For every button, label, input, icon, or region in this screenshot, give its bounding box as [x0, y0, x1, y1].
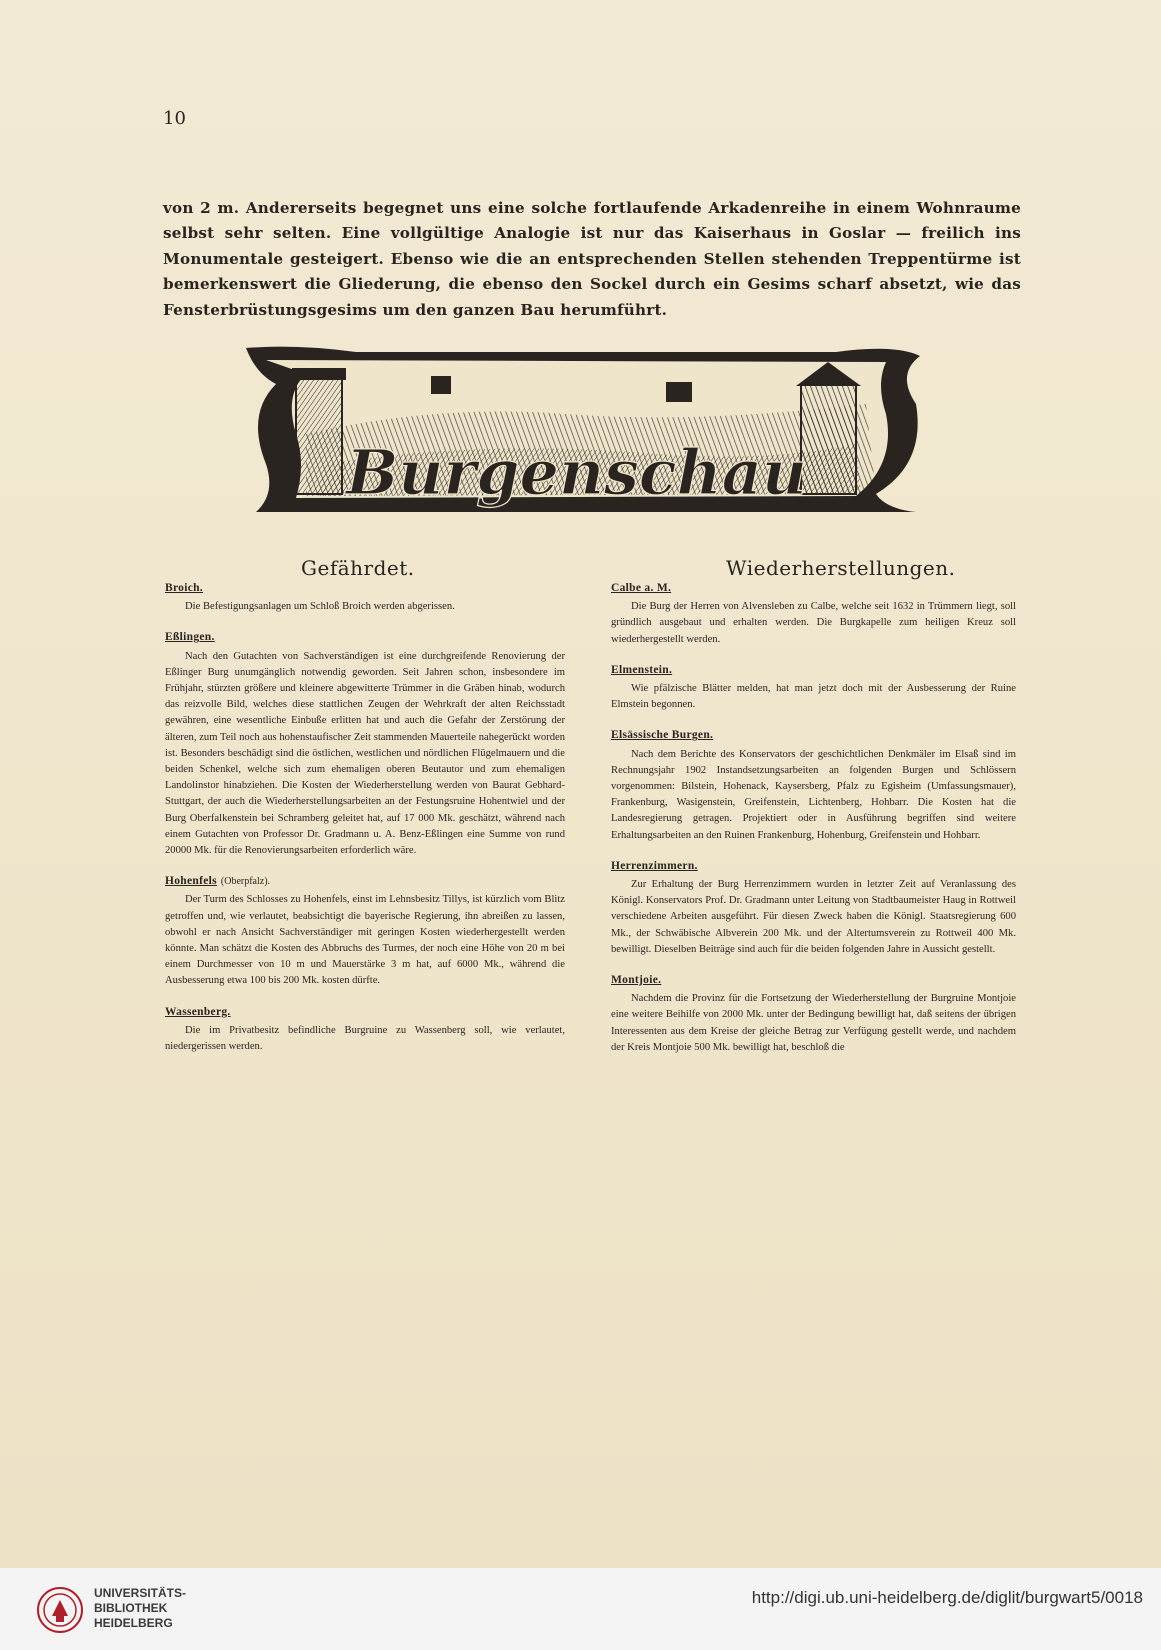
- section-title: Calbe a. M.: [611, 582, 672, 594]
- section-body: Die Befestigungsanlagen um Schloß Broich werden abgerissen.: [185, 601, 455, 613]
- section-elmenstein: [611, 662, 1016, 714]
- section-title: Eßlingen.: [165, 631, 215, 644]
- section-note: (Oberpfalz).: [220, 876, 271, 888]
- section-body: Nach den Gutachten von Sachverständigen ist eine durchgreifende Renovierung der Eßlinger Burg unumgänglich notwendig geworden. Seit Jahren schon, insbesondere im Frühjahr, stürzten größere und kleinere abgewitterte Trümmer in die Gräben hinab, wodurch das reizvolle Bild, welches diese stattlichen Zeugen der Wehrkraft der alten Reichsstadt gewähren, eine wesentliche Einbuße erlitten hat und auch die Gefahr der Zerstörung der älteren, zum Teil noch aus hohenstaufischer Zeit stammenden Mauerteile nahegerückt worden ist. Besonders beschädigt sind die östlichen, westlichen und nördlichen Flügelmauern und die beiden Schenkel, welche sich zum ehemaligen oberen Beutautor und zum ehemaligen Landolinstor hinabziehen. Die Kosten der Wiederherstellung werden von Baurat Gebhard-Stuttgart, der auch die Wiederherstellungsarbeiten an der Festungsruine Hohentwiel und der Burg Oberfalkenstein bei Schramberg geleitet hat, auf 17 000 Mk. geschätzt, während nach einem Gutachten von Professor Dr. Gradmann u. A. Benz-Eßlingen eine Summe von rund 20000 Mk. für die Renovierungsarbeiten erforderlich wäre.: [165, 650, 565, 857]
- section-herrenzimmern: [611, 858, 1016, 958]
- burgenschau-banner: [236, 344, 926, 516]
- section-broich: [165, 580, 565, 615]
- section-body: Der Turm des Schlosses zu Hohenfels, einst im Lehnsbesitz Tillys, ist kürzlich vom Blitz getroffen und, wie verlautet, beabsichtigt die bayerische Regierung, ihn abreißen zu lassen, obwohl er nach Ansicht Sachverständiger mit geringen Kosten wiederhergestellt werden könnte. Man schätzt die Kosten des Abbruchs des Turmes, der noch eine Höhe von 20 m bei einem Durchmesser von 10 m und Mauerstärke 3 m hat, auf 6000 Mk., während die Ausbesserung etwa 100 bis 200 Mk. kosten dürfte.: [165, 894, 565, 987]
- intro-text: von 2 m. Andererseits begegnet uns eine solche fortlaufende Arkadenreihe in einem Wohnraume selbst sehr selten. Eine vollgültige Analogie ist nur das Kaiserhaus in Goslar — freilich ins Monumentale gesteigert. Ebenso wie die an entsprechenden Stellen stehenden Treppentürme ist bemerkenswert die Gliederung, die ebenso den Sockel durch ein Gesims scharf absetzt, wie das Fensterbrüstungsgesims um den ganzen Bau herumführt.: [163, 199, 1021, 319]
- library-seal-icon: [36, 1586, 84, 1634]
- section-title: Hohenfels: [165, 875, 217, 888]
- section-title: Herrenzimmern.: [611, 859, 698, 872]
- section-title: Montjoie.: [611, 974, 662, 987]
- section-montjoie: [611, 972, 1016, 1056]
- section-body: Wie pfälzische Blätter melden, hat man jetzt doch mit der Ausbesserung der Ruine Elmstein begonnen.: [611, 683, 1016, 711]
- page-number: 10: [163, 108, 186, 129]
- section-title: Elmenstein.: [611, 663, 673, 676]
- source-url-link[interactable]: http://digi.ub.uni-heidelberg.de/diglit/burgwart5/0018: [751, 1588, 1143, 1607]
- section-esslingen: [165, 629, 565, 859]
- section-title: Wassenberg.: [165, 1005, 231, 1018]
- library-name-line: HEIDELBERG: [94, 1616, 173, 1630]
- library-name-line: UNIVERSITÄTS-: [94, 1586, 187, 1600]
- footer-bar: [0, 1568, 1161, 1650]
- section-body: Die im Privatbesitz befindliche Burgruine zu Wassenberg soll, wie verlautet, niedergerissen werden.: [165, 1024, 565, 1053]
- library-name: [94, 1586, 186, 1631]
- banner-title: Burgenschau: [346, 436, 808, 509]
- section-body: Nach dem Berichte des Konservators der geschichtlichen Denkmäler im Elsaß sind im Rechnungsjahr 1902 Instandsetzungsarbeiten an folgenden Burgen und Schlössern vorgenommen: Bilstein, Hohenack, Kaysersberg, Pfalz zu Egisheim (Umfassungsmauer), Frankenburg, Wasigenstein, Greifenstein, Lichtenberg, Hohbarr. Die Kosten hat die Landesregierung getragen. Projektiert oder in Ausführung begriffen sind weitere Erhaltungsarbeiten an den Ruinen Frankenburg, Hohenburg, Greifenstein und Hohbarr.: [611, 748, 1016, 841]
- left-column: [165, 580, 565, 1069]
- left-column-heading: Gefährdet.: [301, 556, 415, 580]
- section-title: Broich.: [165, 582, 203, 594]
- section-hohenfels: [165, 873, 565, 989]
- right-column-heading: Wiederherstellungen.: [726, 556, 956, 580]
- intro-paragraph: [163, 196, 1021, 323]
- section-title: Elsässische Burgen.: [611, 729, 714, 742]
- section-body: Die Burg der Herren von Alvensleben zu Calbe, welche seit 1632 in Trümmern liegt, soll gründlich ausgebaut und erhalten werden. Die Burgkapelle zum heiligen Kreuz soll wiederhergestellt werden.: [611, 601, 1016, 645]
- right-column: [611, 580, 1016, 1070]
- section-wassenberg: [165, 1004, 565, 1056]
- section-calbe: [611, 580, 1016, 648]
- library-name-line: BIBLIOTHEK: [94, 1601, 168, 1615]
- section-elsaessische-burgen: [611, 727, 1016, 843]
- banner-illustration: [236, 344, 926, 516]
- section-body: Zur Erhaltung der Burg Herrenzimmern wurden in letzter Zeit auf Veranlassung des Königl. Konservators Prof. Dr. Gradmann unter Leitung von Stadtbaumeister Haug in Rottweil verschiedene Arbeiten ausgeführt. Für diesen Zweck haben die Königl. Staatsregierung 600 Mk., der Schwäbische Albverein 200 Mk. und der Altertumsverein zu Rottweil 400 Mk. bewilligt. Dieselben Beiträge sind auch für die beiden folgenden Jahre in Aussicht gestellt.: [611, 879, 1016, 955]
- section-body: Nachdem die Provinz für die Fortsetzung der Wiederherstellung der Burgruine Montjoie eine weitere Beihilfe von 2000 Mk. unter der Bedingung bewilligt hat, daß seitens der übrigen Interessenten aus dem Kreise der gleiche Betrag zur Verfügung gestellt werde, und nachdem der Kreis Montjoie 500 Mk. bewilligt hat, beschloß die: [611, 993, 1016, 1053]
